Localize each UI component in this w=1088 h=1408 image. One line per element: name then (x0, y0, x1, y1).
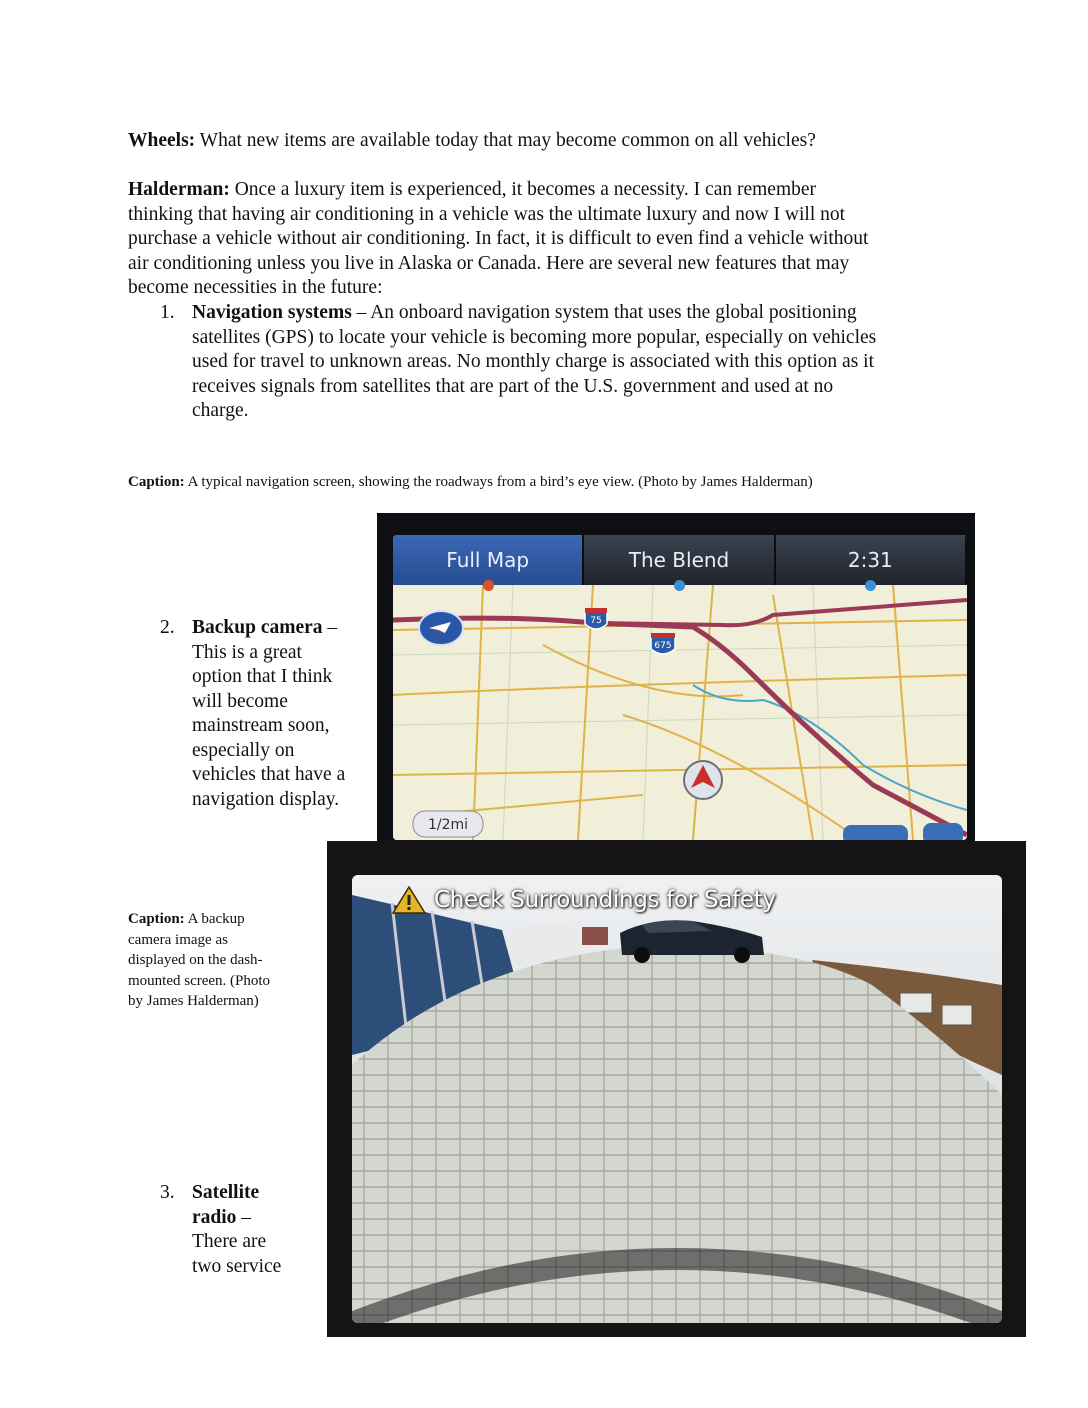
caption-navigation (128, 472, 813, 493)
vehicle-position-icon (684, 761, 722, 799)
tab-label: Full Map (446, 548, 530, 572)
backup-camera-screen (352, 875, 1002, 1323)
caption-camera (128, 909, 270, 1012)
answer-line: thinking that having air conditioning in a vehicle was the ultimate luxury and now I will not (128, 203, 846, 225)
caption-label: Caption: (128, 911, 185, 927)
item-line: navigation display. (192, 788, 340, 810)
item-line: two service (192, 1255, 282, 1277)
item-line: will become (192, 690, 288, 712)
caption-text: mounted screen. (Photo (128, 972, 271, 989)
tab-label: The Blend (628, 548, 730, 572)
item-line: There are (192, 1231, 267, 1252)
item-title: Backup camera (192, 617, 323, 638)
tab-clock[interactable] (776, 535, 967, 585)
item-line: charge. (192, 400, 249, 421)
question-speaker: Wheels: (128, 130, 196, 151)
camera-warning-banner (392, 885, 776, 915)
navigation-screen (393, 535, 967, 840)
map-button[interactable] (843, 825, 908, 840)
answer-speaker: Halderman: (128, 179, 230, 200)
caption-text: camera image as (128, 931, 228, 948)
planter-box (900, 993, 932, 1013)
question-paragraph (128, 129, 816, 154)
answer-line: purchase a vehicle without air conditioning. In fact, it is difficult to even find a vehicle without (128, 228, 869, 249)
answer-line: air conditioning unless you live in Alaska or Canada. Here are several new features that may (128, 252, 850, 274)
scale-label: 1/2mi (427, 817, 469, 833)
list-number: 2. (160, 617, 175, 638)
item-line: satellites (GPS) to locate your vehicle is becoming more popular, especially on vehicles (192, 326, 877, 348)
item-title: Navigation systems (192, 302, 352, 323)
item-line: – (236, 1206, 252, 1228)
tab-the-blend[interactable] (584, 535, 775, 585)
warning-triangle-icon (392, 885, 426, 915)
item-line: This is a great (192, 641, 302, 663)
tab-indicator-dot (674, 580, 685, 591)
shield-label: 675 (654, 641, 672, 651)
answer-paragraph (128, 178, 868, 301)
item-line: – (322, 617, 338, 638)
backup-camera-photo (327, 841, 1026, 1337)
caption-label: Caption: (128, 474, 185, 490)
item-line: used for travel to unknown areas. No monthly charge is associated with this option as it (192, 351, 875, 372)
item-title: radio (192, 1206, 237, 1228)
compass-icon[interactable] (419, 611, 463, 645)
item-line: mainstream soon, (192, 715, 330, 736)
question-text: What new items are available today that may become common on all vehicles? (195, 130, 816, 151)
planter-box (942, 1005, 972, 1025)
tab-indicator-dot (483, 580, 494, 591)
parked-car-distant (582, 927, 608, 945)
camera-warning-text: Check Surroundings for Safety (434, 887, 776, 913)
camera-view (352, 875, 1002, 1323)
caption-text: A typical navigation screen, showing the roadways from a bird’s eye view. (Photo by James Halderman) (184, 474, 813, 490)
caption-text: displayed on the dash- (128, 952, 263, 968)
navigation-tab-bar (393, 535, 967, 585)
item-title: Satellite (192, 1182, 260, 1203)
item-line: option that I think (192, 666, 333, 687)
tab-label: 2:31 (847, 548, 893, 572)
navigation-photo (377, 513, 975, 842)
item-line: especially on (192, 739, 295, 761)
item-line: receives signals from satellites that are part of the U.S. government and used at no (192, 375, 834, 397)
tab-full-map[interactable] (393, 535, 584, 585)
answer-line: become necessities in the future: (128, 277, 383, 298)
shield-label: 75 (590, 616, 602, 626)
item-line: – An onboard navigation system that uses the global positioning (351, 302, 857, 323)
map-button[interactable] (923, 823, 963, 840)
list-number: 3. (160, 1182, 175, 1203)
caption-text: by James Halderman) (128, 993, 259, 1009)
answer-line: Once a luxury item is experienced, it becomes a necessity. I can remember (229, 179, 817, 200)
list-number: 1. (160, 302, 175, 323)
item-line: vehicles that have a (192, 764, 346, 785)
caption-text: A backup (184, 911, 245, 927)
